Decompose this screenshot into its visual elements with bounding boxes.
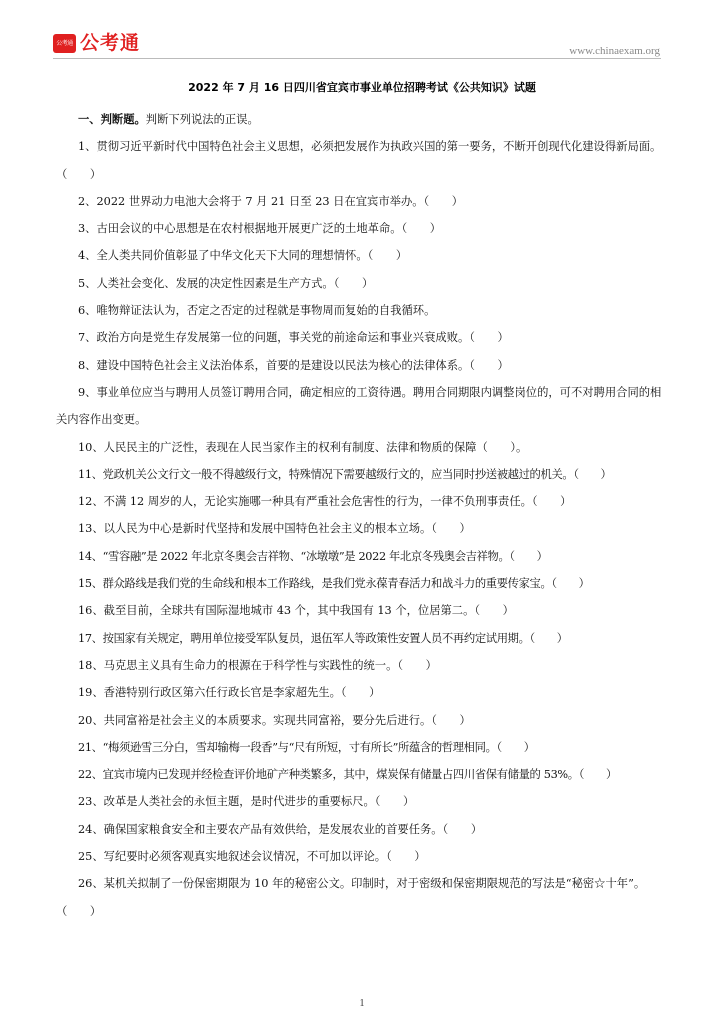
question-5: 5、人类社会变化、发展的决定性因素是生产方式。（ ） xyxy=(78,276,374,290)
question-6: 6、唯物辩证法认为，否定之否定的过程就是事物周而复始的自我循环。 xyxy=(78,304,436,318)
question-20: 20、共同富裕是社会主义的本质要求。实现共同富裕，要分先后进行。（ ） xyxy=(78,713,471,727)
question-22: 22、宜宾市境内已发现并经检查评价地矿产种类繁多，其中，煤炭保有储量占四川省保有储量的 53%。（ ） xyxy=(78,768,617,782)
question-3: 3、古田会议的中心思想是在农村根据地开展更广泛的土地革命。（ ） xyxy=(78,222,442,236)
question-7: 7、政治方向是党生存发展第一位的问题，事关党的前途命运和事业兴衰成败。（ ） xyxy=(78,331,509,345)
question-19: 19、香港特别行政区第六任行政长官是李家超先生。（ ） xyxy=(78,686,381,700)
question-26: 26、某机关拟制了一份保密期限为 10 年的秘密公文。印制时，对于密级和保密期限规范的写法是“秘密☆十年”。（ ） xyxy=(56,877,646,918)
question-15: 15、群众路线是我们党的生命线和根本工作路线，是我们党永葆青春活力和战斗力的重要传家宝。（ ） xyxy=(78,577,590,591)
question-12: 12、不满 12 周岁的人，无论实施哪一种具有严重社会危害性的行为，一律不负刑事责任。（ ） xyxy=(78,495,572,509)
question-13: 13、以人民为中心是新时代坚持和发展中国特色社会主义的根本立场。（ ） xyxy=(78,522,471,536)
question-21: 21、“梅须逊雪三分白，雪却输梅一段香”与“尺有所短，寸有所长”所蕴含的哲理相同。（ ） xyxy=(78,740,535,754)
document-title: 2022 年 7 月 16 日四川省宜宾市事业单位招聘考试《公共知识》试题 xyxy=(188,81,536,94)
question-11: 11、党政机关公文行文一般不得越级行文，特殊情况下需要越级行文的，应当同时抄送被越过的机关。（ ） xyxy=(78,467,612,481)
question-9: 9、事业单位应当与聘用人员签订聘用合同，确定相应的工资待遇。聘用合同期限内调整岗位的，可不对聘用合同的相关内容作出变更。 xyxy=(56,385,662,427)
header-divider xyxy=(53,58,661,59)
question-10: 10、人民民主的广泛性，表现在人民当家作主的权利有制度、法律和物质的保障（ ）。 xyxy=(78,440,528,454)
question-24: 24、确保国家粮食安全和主要农产品有效供给，是发展农业的首要任务。（ ） xyxy=(78,822,483,836)
question-16: 16、截至目前，全球共有国际湿地城市 43 个，其中我国有 13 个，位居第二。（ ） xyxy=(78,604,514,618)
question-8: 8、建设中国特色社会主义法治体系，首要的是建设以民法为核心的法律体系。（ ） xyxy=(78,358,509,372)
question-4: 4、全人类共同价值彰显了中华文化天下大同的理想情怀。（ ） xyxy=(78,249,408,263)
question-18: 18、马克思主义具有生命力的根源在于科学性与实践性的统一。（ ） xyxy=(78,658,437,672)
page-header xyxy=(0,0,724,64)
question-25: 25、写纪要时必须客观真实地叙述会议情况，不可加以评论。（ ） xyxy=(78,850,426,864)
page-number: 1 xyxy=(359,998,365,1009)
question-23: 23、改革是人类社会的永恒主题，是时代进步的重要标尺。（ ） xyxy=(78,795,415,809)
document-body xyxy=(56,106,669,925)
section-instruction: 判断下列说法的正误。 xyxy=(145,113,259,126)
question-2: 2、2022 世界动力电池大会将于 7 月 21 日至 23 日在宜宾市举办。（ ） xyxy=(78,194,464,208)
question-17: 17、按国家有关规定，聘用单位接受军队复员，退伍军人等政策性安置人员不再约定试用期。（ ） xyxy=(78,631,568,645)
section-heading-label: 一、判断题。 xyxy=(78,112,146,126)
brand-logo-icon: 公考通 xyxy=(53,34,76,53)
question-1: 1、贯彻习近平新时代中国特色社会主义思想，必须把发展作为执政兴国的第一要务，不断开创现代化建设得新局面。（ ） xyxy=(56,140,662,181)
section-heading xyxy=(56,106,669,133)
site-url[interactable]: www.chinaexam.org xyxy=(569,45,660,57)
brand-name: 公考通 xyxy=(80,32,141,54)
question-14: 14、“雪容融”是 2022 年北京冬奥会吉祥物、“冰墩墩”是 2022 年北京冬残奥会吉祥物。（ ） xyxy=(78,549,548,563)
